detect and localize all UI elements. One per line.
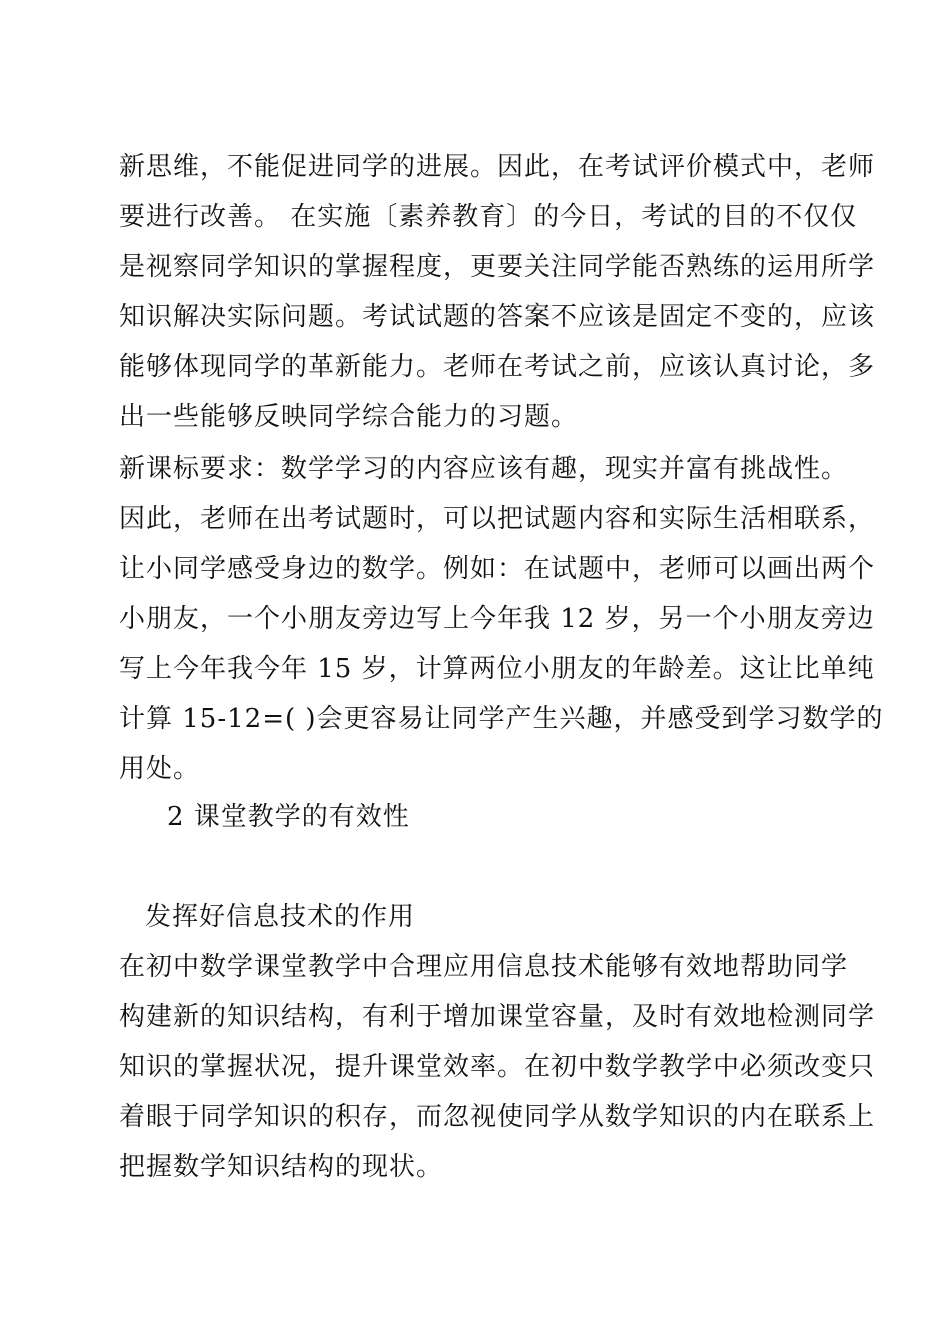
subheading: 发挥好信息技术的作用 xyxy=(145,902,416,932)
paragraph-line: 能够体现同学的革新能力。老师在考试之前，应该认真讨论，多 xyxy=(119,352,876,382)
paragraph-line: 因此，老师在出考试题时，可以把试题内容和实际生活相联系， xyxy=(119,504,876,534)
paragraph-line: 小朋友，一个小朋友旁边写上今年我 12 岁，另一个小朋友旁边 xyxy=(119,604,875,634)
paragraph-line: 知识解决实际问题。考试试题的答案不应该是固定不变的，应该 xyxy=(119,302,876,332)
paragraph-line: 把握数学知识结构的现状。 xyxy=(119,1152,444,1182)
section-heading: 2 课堂教学的有效性 xyxy=(167,802,410,832)
paragraph-line: 知识的掌握状况，提升课堂效率。在初中数学教学中必须改变只 xyxy=(119,1052,876,1082)
paragraph-line: 写上今年我今年 15 岁，计算两位小朋友的年龄差。这让比单纯 xyxy=(119,654,875,684)
paragraph-line: 用处。 xyxy=(119,754,201,784)
paragraph-line: 出一些能够反映同学综合能力的习题。 xyxy=(119,402,579,432)
paragraph-line: 在初中数学课堂教学中合理应用信息技术能够有效地帮助同学 xyxy=(119,952,849,982)
paragraph-line: 新思维，不能促进同学的进展。因此，在考试评价模式中，老师 xyxy=(119,152,876,182)
paragraph-line: 要进行改善。 在实施〔素养教育〕的今日，考试的目的不仅仅 xyxy=(119,202,858,232)
paragraph-line: 是视察同学知识的掌握程度，更要关注同学能否熟练的运用所学 xyxy=(119,252,876,282)
paragraph-line: 让小同学感受身边的数学。例如：在试题中，老师可以画出两个 xyxy=(119,554,876,584)
paragraph-line: 着眼于同学知识的积存，而忽视使同学从数学知识的内在联系上 xyxy=(119,1102,876,1132)
paragraph-line: 计算 15-12=( )会更容易让同学产生兴趣，并感受到学习数学的 xyxy=(119,704,884,734)
paragraph-line: 新课标要求：数学学习的内容应该有趣，现实并富有挑战性。 xyxy=(119,454,849,484)
paragraph-line: 构建新的知识结构，有利于增加课堂容量，及时有效地检测同学 xyxy=(119,1002,876,1032)
